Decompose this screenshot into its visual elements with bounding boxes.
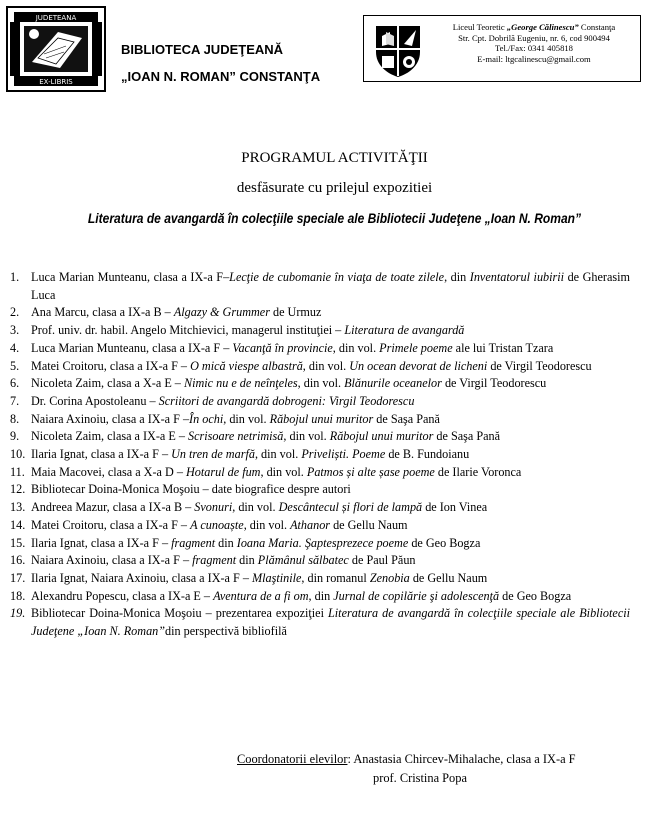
list-item-text: de Urmuz — [269, 305, 322, 320]
list-item-number: 10. — [10, 447, 26, 462]
list-item — [10, 358, 630, 376]
list-item-text: de Geo Bogza — [408, 535, 481, 550]
list-item — [10, 322, 630, 340]
list-item-text: de Gherasim Luca — [31, 270, 630, 302]
list-item-text: , din vol. — [283, 429, 330, 444]
list-item-text: , din vol. — [232, 500, 279, 515]
list-item-text: Ilaria Ignat, Naiara Axinoiu, clasa a IX-a F – — [31, 570, 252, 585]
list-item-number: 12. — [10, 482, 26, 497]
activities-list — [10, 269, 630, 641]
list-item — [10, 535, 630, 553]
list-item-text: din perspectivă bibliofilă — [165, 624, 287, 639]
list-item — [10, 605, 630, 640]
coordinator-student: : Anastasia Chircev-Mihalache, clasa a IX-a F — [347, 752, 576, 766]
list-item-text: Luca Marian Munteanu, clasa a IX-a F – — [31, 340, 233, 355]
list-item-text: Ana Marcu, clasa a IX-a B – — [31, 305, 174, 320]
list-item — [10, 446, 630, 464]
list-item-number: 15. — [10, 535, 26, 550]
library-title — [121, 36, 320, 90]
work-title: Vacanţă în provincie — [232, 340, 333, 355]
list-item-text: , din vol. — [243, 517, 291, 532]
list-item-text: Matei Croitoru, clasa a IX-a F – — [31, 517, 191, 532]
program-title: PROGRAMUL ACTIVITĂŢII — [241, 150, 428, 166]
school-crest-icon — [372, 22, 424, 78]
list-item-text: Naiara Axinoiu, clasa a IX-a F – — [31, 553, 193, 568]
list-item-text: Ilaria Ignat, clasa a IX-a F – — [31, 535, 172, 550]
library-seal-graphic — [8, 8, 104, 90]
list-item-text: din — [236, 553, 258, 568]
work-title: Ioana Maria. Şaptesprezece poeme — [236, 535, 409, 550]
list-item — [10, 340, 630, 358]
library-title-line1: BIBLIOTECA JUDEŢEANĂ — [121, 42, 284, 57]
list-item — [10, 481, 630, 499]
school-address: Str. Cpt. Dobrilă Eugeniu, nr. 6, cod 900494 — [458, 32, 610, 43]
coordinators-line — [237, 751, 576, 768]
list-item-text: de B. Fundoianu — [385, 447, 470, 462]
list-item-text: Matei Croitoru, clasa a IX-a F – — [31, 358, 191, 373]
list-item-number: 13. — [10, 500, 26, 515]
work-title: Jurnal de copilărie şi adolescenţă — [333, 588, 500, 603]
list-item-number: 19. — [10, 606, 26, 621]
list-item-text: , din vol. — [302, 358, 350, 373]
list-item-text: Bibliotecar Doina-Monica Moşoiu – prezentarea expoziţiei — [31, 606, 329, 621]
list-item-number: 17. — [10, 570, 26, 585]
list-item-number: 2. — [10, 305, 20, 320]
coordinators-label: Coordonatorii elevilor — [237, 752, 348, 766]
work-title: Aventura de a fi om — [213, 588, 309, 603]
work-title: Nimic nu e de neînţeles — [183, 376, 298, 391]
list-item-number: 3. — [10, 323, 20, 338]
list-item-text: , din romanul — [301, 570, 370, 585]
list-item-text: din — [215, 535, 237, 550]
list-item-number: 6. — [10, 376, 20, 391]
list-item-text: de Virgil Teodorescu — [487, 358, 592, 373]
coordinator-teacher: prof. Cristina Popa — [373, 771, 467, 785]
list-item-text: , din — [444, 270, 470, 284]
list-item-number: 14. — [10, 517, 26, 532]
list-item — [10, 499, 630, 517]
work-title: Scrisoare netrimisă — [188, 429, 284, 444]
list-item-text: , din vol. — [223, 411, 270, 426]
list-item-text: , din vol. — [332, 340, 380, 355]
list-item-text: Luca Marian Munteanu, clasa a IX-a F– — [31, 270, 230, 284]
list-item — [10, 570, 630, 588]
list-item-text: , din vol. — [254, 447, 302, 462]
list-item-text: Alexandru Popescu, clasa a IX-a E – — [31, 588, 214, 603]
list-item-text: de Gellu Naum — [330, 517, 408, 532]
work-title: Literatura de avangardă — [344, 323, 465, 338]
school-header — [363, 15, 641, 82]
list-item-number: 16. — [10, 553, 26, 568]
work-title: Răbojul unui muritor — [269, 411, 374, 426]
list-item-text: , din — [308, 588, 334, 603]
list-item — [10, 552, 630, 570]
work-title: Literatura de avangardă în colecţiile speciale ale Bibliotecii Judeţene „Ioan N. Roman” — [31, 606, 631, 639]
work-title: Răbojul unui muritor — [329, 429, 434, 444]
list-item-text: , din vol. — [260, 464, 307, 479]
list-item-text: Nicoleta Zaim, clasa a IX-a E – — [31, 429, 189, 444]
list-item-text: , din vol. — [297, 376, 345, 391]
list-item-text: de Paul Păun — [348, 553, 416, 568]
list-item — [10, 464, 630, 482]
list-item-text: Ilaria Ignat, clasa a IX-a F – — [31, 447, 172, 462]
list-item-number: 9. — [10, 429, 20, 444]
school-info — [430, 22, 638, 64]
work-title: Plămânul sălbatec — [257, 553, 349, 568]
list-item-text: Dr. Corina Apostoleanu – — [31, 393, 159, 408]
work-title: Un tren de marfă — [171, 447, 255, 462]
work-title: Scriitori de avangardă dobrogeni: Virgil Teodorescu — [158, 393, 415, 408]
list-item — [10, 411, 630, 429]
work-title: fragment — [192, 553, 237, 568]
seal-bottom-text: EX-LIBRIS — [39, 78, 73, 86]
list-item — [10, 517, 630, 535]
work-title: Mlaştinile — [251, 570, 302, 585]
school-phone: Tel./Fax: 0341 405818 — [495, 43, 573, 54]
program-subtitle: desfăsurate cu prilejul expozitiei — [236, 180, 433, 196]
seal-top-text: JUDETEANA — [35, 14, 77, 22]
list-item-text: de Saşa Pană — [373, 411, 440, 426]
exhibition-title: Literatura de avangardă în colecţiile speciale ale Bibliotecii Judeţene „Ioan N. Roman” — [87, 210, 582, 226]
list-item-text: Maia Macovei, clasa a X-a D – — [31, 464, 186, 479]
work-title: O mică viespe albastră — [190, 358, 303, 373]
list-item-number: 4. — [10, 340, 20, 355]
work-title: Priveliști. Poeme — [301, 447, 386, 462]
list-item-text: ale lui Tristan Tzara — [452, 340, 554, 355]
list-item-text: de Saşa Pană — [433, 429, 501, 444]
list-item-text: de Gellu Naum — [409, 570, 488, 585]
work-title: Zenobia — [369, 570, 410, 585]
list-item-text: Naiara Axinoiu, clasa a IX-a F – — [31, 411, 190, 426]
list-item-text: Bibliotecar Doina-Monica Moşoiu – date biografice despre autori — [31, 482, 351, 497]
list-item-text: Nicoleta Zaim, clasa a X-a E – — [31, 376, 184, 391]
library-title-line2: „IOAN N. ROMAN” CONSTANŢA — [121, 69, 321, 84]
list-item — [10, 588, 630, 606]
list-item-text: de Geo Bogza — [499, 588, 572, 603]
work-title: Hotarul de fum — [186, 464, 261, 479]
school-email: E-mail: ltgcalinescu@gmail.com — [477, 53, 591, 64]
work-title: Descântecul și flori de lampă — [278, 500, 423, 515]
work-title: A cunoaște — [190, 517, 244, 532]
work-title: Un ocean devorat de licheni — [349, 358, 488, 373]
list-item-number: 18. — [10, 588, 26, 603]
list-item-text: de Ion Vinea — [422, 500, 488, 515]
list-item — [10, 428, 630, 446]
work-title: Patmos și alte șase poeme — [306, 464, 435, 479]
library-seal — [6, 6, 106, 92]
list-item — [10, 375, 630, 393]
work-title: Algazy & Grummer — [173, 305, 270, 320]
list-item-number: 1. — [10, 270, 20, 284]
list-item-number: 11. — [10, 464, 25, 479]
school-name: Liceul Teoretic „George Călinescu” Constanţa — [452, 22, 616, 32]
work-title: În ochi — [189, 411, 224, 426]
list-item-number: 7. — [10, 393, 20, 408]
work-title: Blănurile oceanelor — [344, 376, 442, 391]
work-title: Svonuri — [194, 500, 233, 515]
list-item — [10, 393, 630, 411]
list-item-number: 8. — [10, 411, 20, 426]
work-title: Inventatorul iubirii — [469, 270, 565, 284]
work-title: Lecţie de cubomanie în viaţa de toate zilele — [229, 270, 445, 284]
work-title: fragment — [171, 535, 216, 550]
list-item-text: de Virgil Teodorescu — [441, 376, 547, 391]
work-title: Athanor — [290, 517, 331, 532]
list-item-text: de Ilarie Voronca — [434, 464, 522, 479]
list-item-text: Andreea Mazur, clasa a IX-a B – — [31, 500, 195, 515]
work-title: Primele poeme — [379, 340, 453, 355]
list-item — [10, 304, 630, 322]
list-item-text: Prof. univ. dr. habil. Angelo Mitchievici, managerul instituţiei – — [31, 323, 345, 338]
list-item-number: 5. — [10, 358, 20, 373]
list-item — [10, 269, 630, 304]
